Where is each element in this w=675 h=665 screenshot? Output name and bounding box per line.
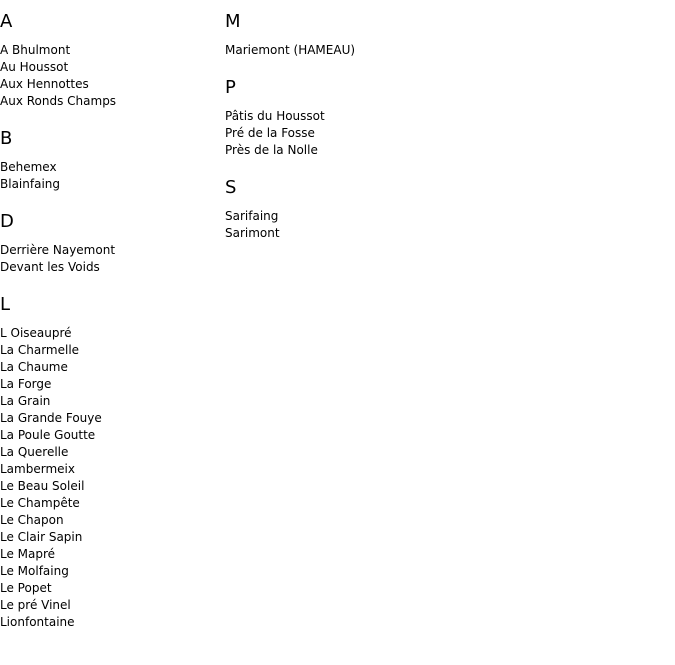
- place-list: [0, 325, 220, 631]
- place-item-a-bhulmont[interactable]: A Bhulmont: [0, 43, 71, 57]
- group-letter-heading: D: [0, 211, 14, 232]
- place-list: [0, 42, 220, 110]
- place-item-le-champete[interactable]: Le Champête: [0, 496, 80, 510]
- place-item-le-beau-soleil[interactable]: Le Beau Soleil: [0, 479, 85, 493]
- place-item-la-grain[interactable]: La Grain: [0, 394, 51, 408]
- place-item-mariemont-hameau[interactable]: Mariemont (HAMEAU): [225, 43, 356, 57]
- place-item-lambermeix[interactable]: Lambermeix: [0, 462, 75, 476]
- place-item-aux-hennottes[interactable]: Aux Hennottes: [0, 77, 89, 91]
- group-letter-heading: B: [0, 128, 13, 149]
- place-item-le-chapon[interactable]: Le Chapon: [0, 513, 64, 527]
- place-item-sarifaing[interactable]: Sarifaing: [225, 209, 279, 223]
- place-item-la-querelle[interactable]: La Querelle: [0, 445, 69, 459]
- place-item-devant-les-voids[interactable]: Devant les Voids: [0, 260, 100, 274]
- place-item-le-molfaing[interactable]: Le Molfaing: [0, 564, 69, 578]
- place-item-lionfontaine[interactable]: Lionfontaine: [0, 615, 75, 629]
- letter-group-a: [0, 11, 220, 110]
- place-item-aux-ronds-champs[interactable]: Aux Ronds Champs: [0, 94, 117, 108]
- place-item-la-chaume[interactable]: La Chaume: [0, 360, 68, 374]
- place-item-la-forge[interactable]: La Forge: [0, 377, 52, 391]
- place-item-patis-du-houssot[interactable]: Pâtis du Houssot: [225, 109, 325, 123]
- place-list: [225, 42, 445, 59]
- place-item-sarimont[interactable]: Sarimont: [225, 226, 280, 240]
- place-item-pres-de-la-nolle[interactable]: Près de la Nolle: [225, 143, 318, 157]
- place-item-le-mapre[interactable]: Le Mapré: [0, 547, 56, 561]
- place-item-behemex[interactable]: Behemex: [0, 160, 57, 174]
- place-item-l-oiseaupre[interactable]: L Oiseaupré: [0, 326, 72, 340]
- place-item-blainfaing[interactable]: Blainfaing: [0, 177, 60, 191]
- place-list: [0, 242, 220, 276]
- place-list: [225, 208, 445, 242]
- group-letter-heading: S: [225, 177, 237, 198]
- place-list: [0, 159, 220, 193]
- left-column: [0, 0, 220, 649]
- letter-group-l: [0, 294, 220, 631]
- place-item-au-houssot[interactable]: Au Houssot: [0, 60, 69, 74]
- letter-group-b: [0, 128, 220, 193]
- group-letter-heading: M: [225, 11, 241, 32]
- right-column: [225, 0, 445, 260]
- place-item-le-pre-vinel[interactable]: Le pré Vinel: [0, 598, 71, 612]
- place-item-la-poule-goutte[interactable]: La Poule Goutte: [0, 428, 96, 442]
- place-item-pre-de-la-fosse[interactable]: Pré de la Fosse: [225, 126, 315, 140]
- group-letter-heading: A: [0, 11, 13, 32]
- place-list: [225, 108, 445, 159]
- place-item-derriere-nayemont[interactable]: Derrière Nayemont: [0, 243, 116, 257]
- place-item-la-grande-fouye[interactable]: La Grande Fouye: [0, 411, 102, 425]
- letter-group-s: [225, 177, 445, 242]
- place-item-la-charmelle[interactable]: La Charmelle: [0, 343, 80, 357]
- letter-group-d: [0, 211, 220, 276]
- group-letter-heading: P: [225, 77, 236, 98]
- group-letter-heading: L: [0, 294, 11, 315]
- letter-group-p: [225, 77, 445, 159]
- letter-group-m: [225, 11, 445, 59]
- place-item-le-clair-sapin[interactable]: Le Clair Sapin: [0, 530, 83, 544]
- place-item-le-popet[interactable]: Le Popet: [0, 581, 52, 595]
